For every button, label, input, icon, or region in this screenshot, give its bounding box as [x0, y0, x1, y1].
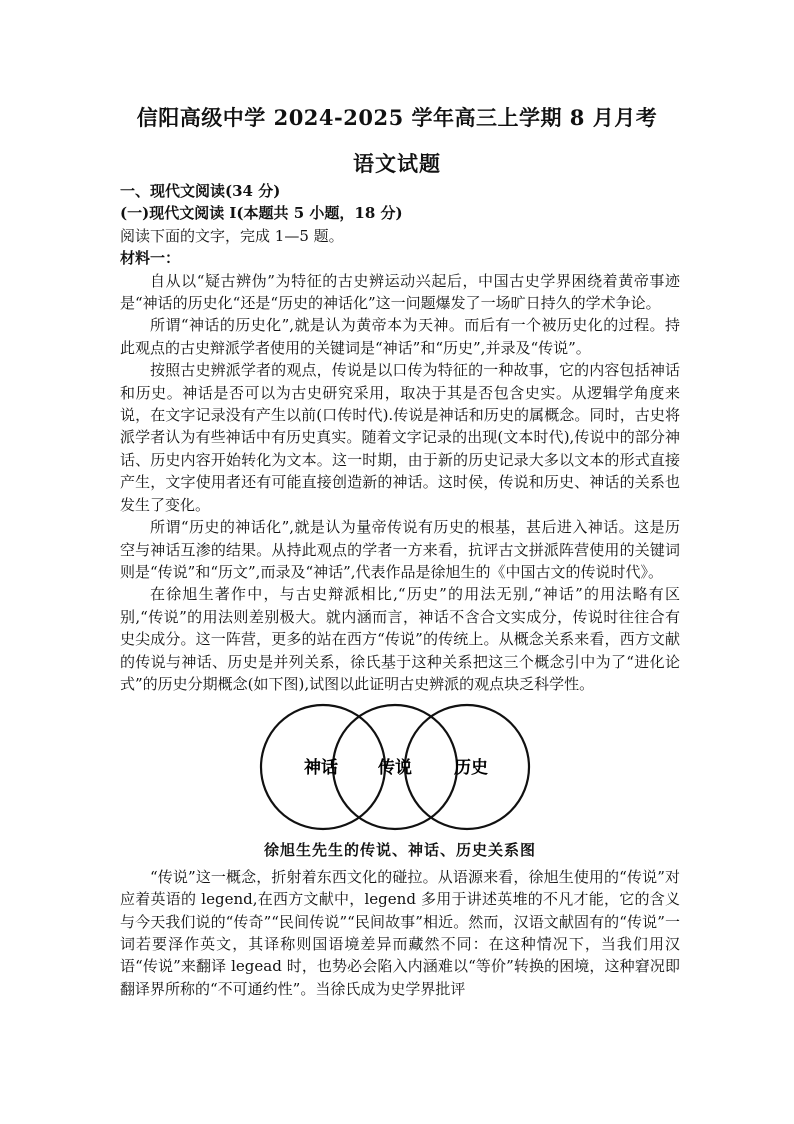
paragraph-3: 按照古史辨派学者的观点，传说是以口传为特征的一种故事，它的内容包括神话和历史。神话是否可以为古史研究采用，取决于其是否包含史实。从逻辑学角度来说，在文字记录没有产生以前(口传时代).传说是神话和历史的属概念。同时，古史将派学者认为有些神话中有历史真实。随着文字记录的出现(文本时代),传说中的部分神话、历史内容开始转化为文本。这一时期，由于新的历史记录大多以文本的形式直接产生，文字使用者还有可能直接创造新的神话。这时侯，传说和历史、神话的关系也发生了变化。: [120, 361, 680, 514]
label-shenhua: 神话: [304, 758, 338, 779]
paragraph-4: 所谓“历史的神话化”,就是认为量帝传说有历史的根基，甚后进入神话。这是历空与神话互渗的结果。从持此观点的学者一方来看，抗评古文拼派阵营使用的关键词则是“传说”和“历文”,而录及“神话”,代表作品是徐旭生的《中国古文的传说时代》。: [120, 518, 680, 581]
reading-content: [120, 180, 680, 1000]
venn-diagram: [120, 701, 680, 836]
material-label: 材料一：: [120, 249, 181, 268]
paragraph-5: 在徐旭生著作中，与古史辩派相比,“历史”的用法无别,“神话”的用法略有区别,“传说”的用法则差别极大。就内涵而言，神话不含合文实成分，传说时往往合有史尖成分。这一阵营，更多的站在西方“传说”的传统上。从概念关系来看，西方文献的传说与神话、历史是并列关系，徐氏基于这种关系把这三个概念引中为了“进化论式”的历史分期概念(如下图),试图以此证明古史辨派的观点块乏科学性。: [120, 585, 680, 693]
paragraph-2: 所谓“神话的历史化”,就是认为黄帝本为天神。而后有一个被历史化的过程。持此观点的古史辩派学者使用的关键词是“神话”和“历史”,并录及“传说”。: [120, 316, 680, 357]
label-lishi: 历史: [454, 758, 488, 779]
section-heading: 一、现代文阅读(34 分): [120, 182, 281, 200]
instruction-text: 阅读下面的文字，完成 1—5 题。: [120, 226, 344, 245]
exam-title: 信阳高级中学 2024-2025 学年高三上学期 8 月月考: [136, 105, 658, 130]
exam-subtitle: 语文试题: [353, 151, 441, 176]
label-chuanshuo: 传说: [378, 758, 412, 779]
paragraph-closing: “传说”这一概念，折射着东西文化的碰拉。从语源来看，徐旭生使用的“传说”对应着英语的 legend,在西方文献中，legend 多用于讲述英堆的不凡才能，它的含义与今天我们说的“传奇”“民间传说”“民间故事”相近。然而，汉语文献固有的“传说”一词若要泽作英文，其译称则国语境差异而藏然不同：在这种情况下，当我们用汉语“传说”来翻译 legead 时，也势必会陷入内涵难以“等价”转换的困境，这种窘况即翻译界所称的“不可通约性”。当徐氏成为史学界批评: [120, 867, 680, 998]
figure-caption: 徐旭生先生的传说、神话、历史关系图: [263, 841, 536, 860]
section-subheading: (一)现代文阅读 I(本题共 5 小题，18 分): [120, 204, 403, 223]
paragraph-1: 自从以“疑古辨伪”为特征的古史辨运动兴起后，中国古史学界困绕着黄帝事迹是“神话的历史化“还是“历史的神话化”这一问题爆发了一场旷日持久的学术争论。: [120, 271, 680, 313]
